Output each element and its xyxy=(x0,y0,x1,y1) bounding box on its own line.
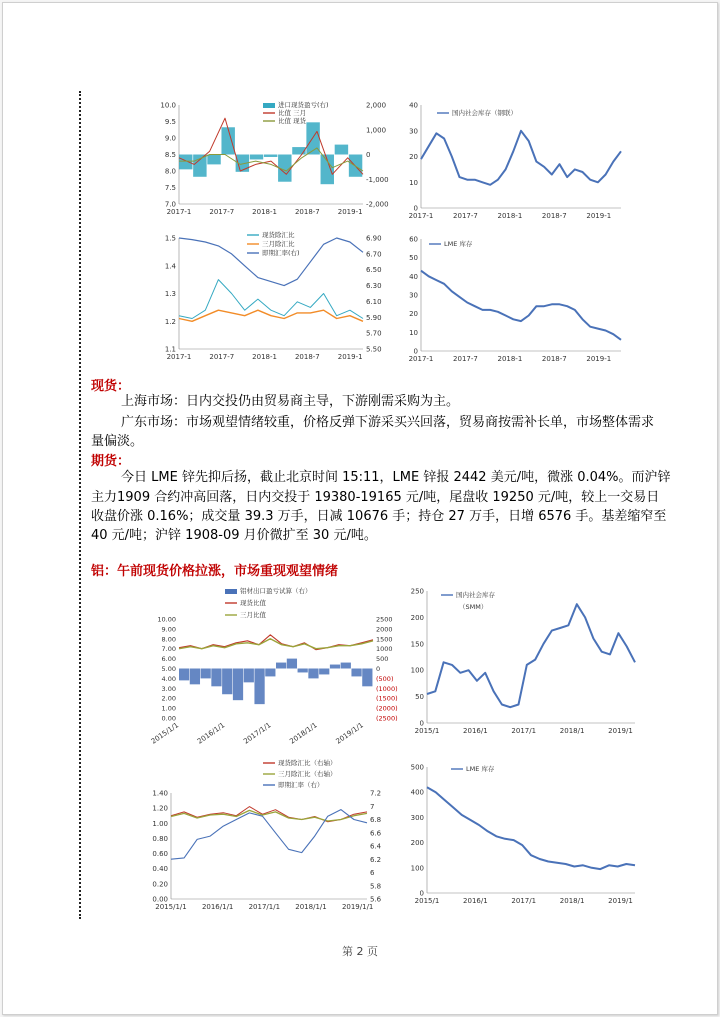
y-tick-label: 10.0 xyxy=(160,101,176,110)
y-tick-label: 200 xyxy=(410,839,424,848)
x-tick-label: 2018/1 xyxy=(559,897,585,905)
x-tick-label: 2017-7 xyxy=(453,355,478,363)
y-tick-label: 1.4 xyxy=(164,262,176,271)
legend-entry: LME 库存 xyxy=(444,240,473,248)
x-tick-label: 2017-1 xyxy=(166,353,192,361)
bar xyxy=(341,663,351,669)
legend-entry: 三月除汇比（右轴） xyxy=(278,770,337,778)
y-tick-label: 0.20 xyxy=(152,880,168,889)
x-tick-label: 2018-7 xyxy=(541,212,567,220)
y-tick-label: 4.00 xyxy=(161,674,176,683)
x-tick-label: 2016/1 xyxy=(463,727,488,735)
y-tick-label: 9.5 xyxy=(164,118,176,126)
y-tick-label: 20 xyxy=(409,310,418,319)
legend-entry: 国内社会库存（钢联） xyxy=(452,109,517,117)
y-right-tick-label: 6 xyxy=(370,869,375,877)
bar xyxy=(179,669,189,681)
x-tick-label: 2018-7 xyxy=(294,353,320,361)
x-tick-label: 2016/1/1 xyxy=(195,721,227,746)
y-tick-label: 8.5 xyxy=(164,151,176,159)
x-tick-label: 2016/1/1 xyxy=(201,903,234,911)
bar xyxy=(221,127,234,154)
legend-entry: 三月除汇比 xyxy=(262,240,295,248)
y-right-tick-label: 0 xyxy=(376,665,381,673)
y-tick-label: 50 xyxy=(415,693,424,702)
bar xyxy=(250,155,263,160)
page xyxy=(2,2,718,1015)
y-right-tick-label: 5.70 xyxy=(366,329,382,338)
x-tick-label: 2017-1 xyxy=(408,212,434,220)
spot-guangdong-2: 量偏淡。 xyxy=(91,434,144,449)
x-tick-label: 2017/1 xyxy=(511,727,537,735)
y-tick-label: 200 xyxy=(410,613,424,622)
y-tick-label: 7.0 xyxy=(164,200,176,209)
y-right-tick-label: 5.90 xyxy=(366,313,382,322)
y-right-tick-label: 6.6 xyxy=(370,829,382,838)
legend-entry: 比值 三月 xyxy=(278,109,307,117)
spot-shanghai: 上海市场：日内交投仍由贸易商主导，下游刚需采购为主。 xyxy=(121,394,460,409)
x-tick-label: 2017/1/1 xyxy=(242,721,273,746)
y-tick-label: 40 xyxy=(409,272,418,281)
x-tick-label: 2018/1/1 xyxy=(288,721,319,746)
y-tick-label: 50 xyxy=(409,254,418,263)
futures-line-3: 收盘价涨 0.16%；成交量 39.3 万手，日减 10676 手；持仓 27 万手，日增 6576 手。基差缩窄至 xyxy=(91,509,667,524)
legend-entry: LME 库存 xyxy=(466,765,495,773)
y-tick-label: 250 xyxy=(410,587,424,596)
x-tick-label: 2018-1 xyxy=(497,355,523,363)
y-tick-label: 7.5 xyxy=(164,184,176,192)
y-tick-label: 9.00 xyxy=(161,625,176,634)
bar xyxy=(222,669,232,695)
series-line xyxy=(421,131,621,185)
bar xyxy=(244,669,254,683)
series-line xyxy=(179,280,363,319)
y-tick-label: 30 xyxy=(409,127,418,136)
series-line xyxy=(421,271,621,340)
y-right-tick-label: 6.10 xyxy=(366,297,382,306)
futures-heading: 期货： xyxy=(91,454,131,469)
x-tick-label: 2018-1 xyxy=(497,212,523,220)
y-tick-label: 2.00 xyxy=(161,694,176,703)
y-tick-label: 1.5 xyxy=(164,234,176,243)
chart-al-inventory xyxy=(401,585,646,745)
bar xyxy=(335,145,348,155)
y-tick-label: 20 xyxy=(409,153,418,161)
series-line xyxy=(427,604,635,707)
y-tick-label: 1.1 xyxy=(164,345,176,354)
y-tick-label: 1.00 xyxy=(161,704,176,713)
legend-entry: 三月比值 xyxy=(240,611,266,619)
legend-entry: 现货除汇比 xyxy=(262,231,295,239)
y-tick-label: 0 xyxy=(419,889,424,898)
y-tick-label: 0 xyxy=(419,719,424,728)
aluminum-heading: 铝：午前现货价格拉涨，市场重现观望情绪 xyxy=(91,564,339,579)
y-tick-label: 40 xyxy=(409,101,418,110)
y-tick-label: 0 xyxy=(413,347,418,356)
y-tick-label: 10 xyxy=(409,328,418,337)
y-tick-label: 8.00 xyxy=(161,635,176,644)
y-tick-label: 100 xyxy=(410,666,424,675)
page-number: 第 2 页 xyxy=(342,945,378,958)
y-right-tick-label: 6.90 xyxy=(366,234,382,243)
y-right-tick-label: 5.6 xyxy=(370,895,382,904)
legend-entry: 即期汇率(右) xyxy=(262,249,300,257)
y-tick-label: 6.00 xyxy=(161,655,176,664)
y-tick-label: 8.0 xyxy=(164,167,176,176)
y-tick-label: 400 xyxy=(410,788,424,797)
x-tick-label: 2018/1 xyxy=(559,727,585,735)
spot-guangdong-1: 广东市场：市场观望情绪较重，价格反弹下游采买兴回落，贸易商按需补长单，市场整体需求 xyxy=(121,415,655,430)
y-right-tick-label: 6.50 xyxy=(366,266,382,275)
x-tick-label: 2017-1 xyxy=(166,208,192,216)
y-tick-label: 10 xyxy=(409,178,418,187)
x-tick-label: 2018-7 xyxy=(294,208,320,216)
y-tick-label: 60 xyxy=(409,235,418,244)
x-tick-label: 2018-7 xyxy=(541,355,567,363)
y-right-tick-label: 1000 xyxy=(376,645,393,654)
x-tick-label: 2015/1/1 xyxy=(155,903,187,911)
chart-zinc-ratio xyxy=(151,98,396,226)
y-tick-label: 0.40 xyxy=(152,865,168,874)
bar xyxy=(330,665,340,669)
y-right-tick-label: 2000 xyxy=(376,625,393,634)
x-tick-label: 2017-7 xyxy=(209,353,235,361)
bar xyxy=(362,669,372,687)
x-tick-label: 2019-1 xyxy=(586,212,612,220)
y-tick-label: 3.00 xyxy=(161,684,176,693)
legend-entry-swatch xyxy=(225,589,237,594)
x-tick-label: 2017/1 xyxy=(511,897,537,905)
legend-entry: 铝材出口盈亏试算（右） xyxy=(240,587,312,595)
x-tick-label: 2019/1 xyxy=(608,897,633,905)
chart-al-lme xyxy=(401,759,646,909)
y-right-tick-label: -1,000 xyxy=(366,175,389,184)
x-tick-label: 2017-7 xyxy=(209,208,235,216)
y-tick-label: 1.20 xyxy=(152,804,168,813)
y-tick-label: 100 xyxy=(410,864,424,873)
y-tick-label: 0.00 xyxy=(152,895,168,904)
y-tick-label: 0 xyxy=(413,204,418,213)
y-right-tick-label: (1500) xyxy=(376,694,398,703)
chart-al-fx xyxy=(145,759,400,917)
y-right-tick-label: 2500 xyxy=(376,615,393,624)
x-tick-label: 2018/1/1 xyxy=(295,903,327,911)
y-tick-label: 300 xyxy=(410,813,424,822)
bar xyxy=(254,669,264,705)
x-tick-label: 2018-1 xyxy=(252,353,277,361)
chart-zinc-fx xyxy=(151,231,396,369)
y-tick-label: 1.3 xyxy=(164,290,176,298)
y-right-tick-label: 6.2 xyxy=(370,855,382,864)
x-tick-label: 2015/1/1 xyxy=(149,721,181,746)
legend-entry-swatch xyxy=(263,103,275,108)
y-tick-label: 30 xyxy=(409,291,418,300)
spot-heading: 现货： xyxy=(91,379,131,394)
y-right-tick-label: 6.30 xyxy=(366,282,382,291)
series-line xyxy=(179,639,373,649)
x-tick-label: 2017-1 xyxy=(408,355,434,363)
y-right-tick-label: 5.8 xyxy=(370,882,382,891)
x-tick-label: 2017-7 xyxy=(453,212,478,220)
bar xyxy=(264,155,277,157)
bar xyxy=(265,669,275,677)
margin-dotted-line xyxy=(79,91,81,919)
bar xyxy=(287,659,297,669)
y-right-tick-label: 7.2 xyxy=(370,789,382,798)
y-right-tick-label: 6.70 xyxy=(366,250,382,259)
y-tick-label: 150 xyxy=(410,640,424,649)
x-tick-label: 2018-1 xyxy=(252,208,277,216)
y-tick-label: 0.60 xyxy=(152,850,168,859)
series-line xyxy=(427,787,635,869)
bar xyxy=(211,669,221,687)
y-tick-label: 1.00 xyxy=(152,819,168,828)
legend-entry: 比值 现货 xyxy=(278,117,307,125)
futures-line-2: 主力1909 合约冲高回落，日内交投于 19380-19165 元/吨，尾盘收 19250 元/吨，较上一交易日 xyxy=(91,490,660,505)
bar xyxy=(298,669,308,673)
y-tick-label: 500 xyxy=(410,763,424,772)
legend-entry: 现货除汇比（右轴） xyxy=(278,759,337,767)
y-right-tick-label: (500) xyxy=(376,674,394,683)
legend-entry: 国内社会库存 xyxy=(456,591,495,599)
chart-al-ratio xyxy=(145,585,400,753)
y-tick-label: 0.80 xyxy=(152,834,168,843)
bar xyxy=(207,155,220,165)
bar xyxy=(201,669,211,679)
y-right-tick-label: (2000) xyxy=(376,704,398,713)
futures-line-1: 今日 LME 锌先抑后扬，截止北京时间 15:11，LME 锌报 2442 美元/吨，微涨 0.04%。而沪锌 xyxy=(121,470,671,485)
bar xyxy=(233,669,243,701)
y-tick-label: 1.2 xyxy=(164,317,176,326)
bar xyxy=(179,155,192,170)
legend-entry: 即期汇率（右） xyxy=(278,781,324,789)
y-right-tick-label: -2,000 xyxy=(366,200,389,209)
y-right-tick-label: 5.50 xyxy=(366,345,382,354)
x-tick-label: 2019/1/1 xyxy=(334,721,365,746)
legend-entry-sub: （SMM） xyxy=(459,603,488,611)
bar xyxy=(351,669,361,677)
bar xyxy=(276,663,286,669)
y-right-tick-label: 6.8 xyxy=(370,816,382,824)
y-right-tick-label: 7 xyxy=(370,802,375,811)
chart-zinc-lme xyxy=(399,231,629,369)
y-right-tick-label: (2500) xyxy=(376,714,398,723)
bar xyxy=(193,155,206,177)
y-right-tick-label: 1,000 xyxy=(366,126,387,135)
bar xyxy=(190,669,200,685)
x-tick-label: 2015/1 xyxy=(414,897,440,905)
y-tick-label: 9.0 xyxy=(164,134,176,143)
y-right-tick-label: 6.4 xyxy=(370,842,382,851)
x-tick-label: 2019-1 xyxy=(586,355,612,363)
y-tick-label: 10.00 xyxy=(157,615,176,624)
futures-line-4: 40 元/吨；沪锌 1908-09 月价微扩至 30 元/吨。 xyxy=(91,528,377,543)
y-tick-label: 0.00 xyxy=(161,714,176,723)
x-tick-label: 2019/1/1 xyxy=(341,903,374,911)
legend-entry: 进口现货盈亏(右) xyxy=(278,101,329,109)
x-tick-label: 2019-1 xyxy=(337,208,363,216)
y-right-tick-label: 500 xyxy=(376,655,389,664)
bar xyxy=(319,669,329,675)
y-right-tick-label: 0 xyxy=(366,151,371,159)
chart-zinc-inventory xyxy=(399,98,629,226)
y-right-tick-label: (1000) xyxy=(376,684,398,693)
bar xyxy=(308,669,318,679)
y-tick-label: 1.40 xyxy=(152,789,168,798)
y-tick-label: 5.00 xyxy=(161,665,176,673)
x-tick-label: 2019-1 xyxy=(337,353,363,361)
x-tick-label: 2017/1/1 xyxy=(248,903,281,911)
y-right-tick-label: 2,000 xyxy=(366,101,387,110)
x-tick-label: 2015/1 xyxy=(414,727,440,735)
series-line xyxy=(179,310,363,321)
legend-entry: 现货比值 xyxy=(240,599,266,607)
x-tick-label: 2019/1 xyxy=(608,727,633,735)
y-right-tick-label: 1500 xyxy=(376,635,393,644)
y-tick-label: 7.00 xyxy=(161,645,176,654)
x-tick-label: 2016/1 xyxy=(463,897,488,905)
